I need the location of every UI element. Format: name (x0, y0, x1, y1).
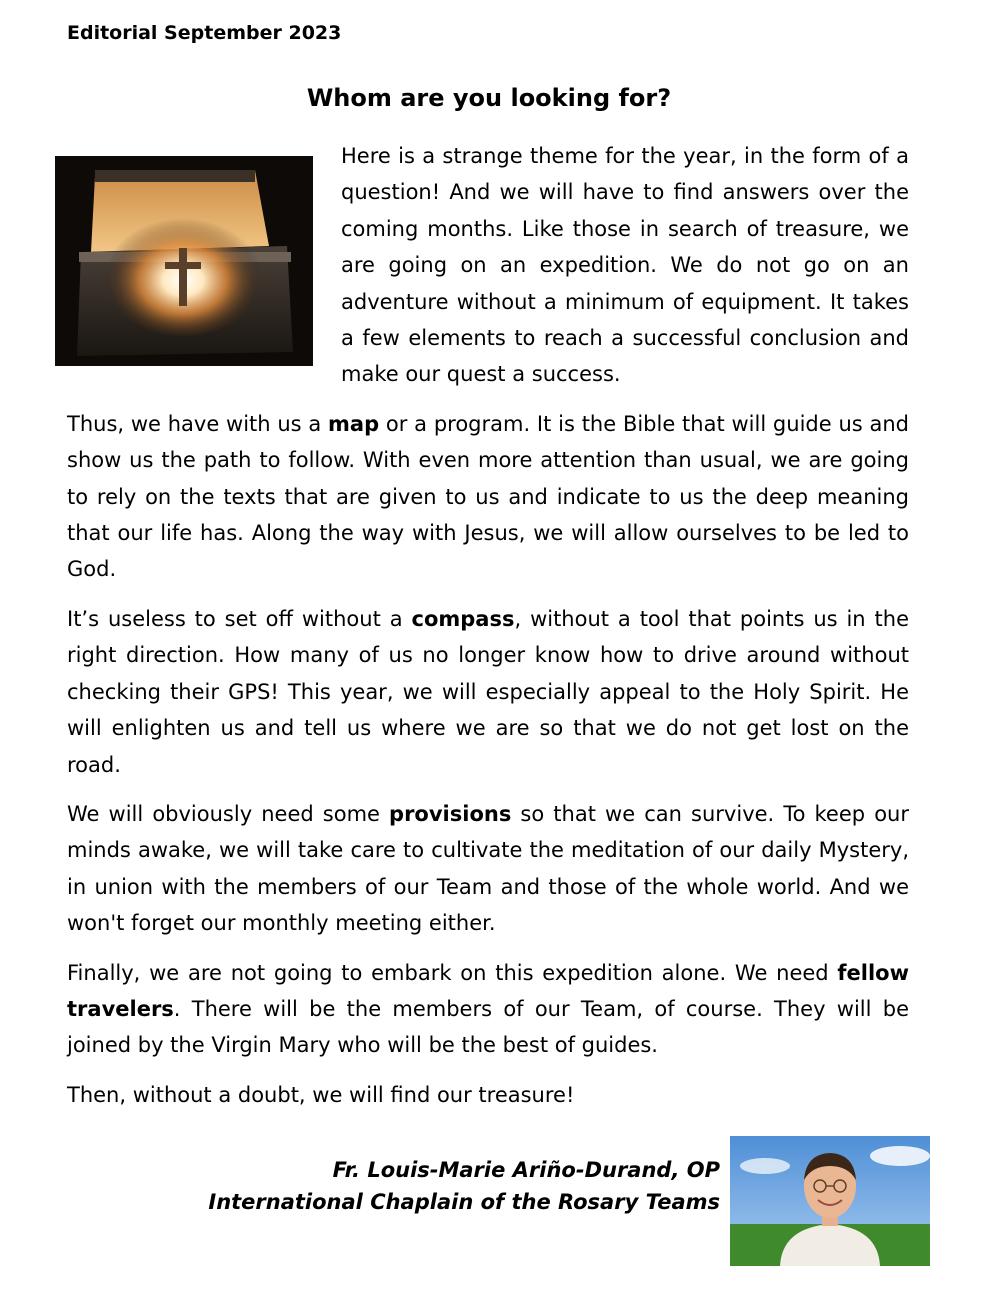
paragraph-4 (67, 796, 909, 942)
signature-block (208, 1154, 720, 1218)
paragraph-text: or a program. It is the Bible that will guide us and show us the path to follow. With even more attention than usual, we are going to rely on the texts that are given to us and indicate to us the deep meaning that our life has. Along the way with Jesus, we will allow ourselves to be led to God. (67, 411, 909, 582)
paragraph-text: Here is a strange theme for the year, in the form of a question! And we will have to find answers over the coming months. Like those in search of treasure, we are going on an expedition. We do not go on an adventure without a minimum of equipment. It takes a few elements to reach a successful conclusion and make our quest a success. (341, 144, 909, 387)
paragraph-text: . There will be the members of our Team, of course. They will be joined by the Virgin Mary who will be the best of guides. (67, 996, 909, 1058)
paragraph-text: It’s useless to set off without a (67, 606, 412, 631)
paragraph-2 (67, 406, 909, 588)
paragraph-text: so that we can survive. To keep our minds awake, we will take care to cultivate the meditation of our daily Mystery, in union with the members of our Team and those of the whole world. And we won't forget our monthly meeting either. (67, 801, 909, 936)
paragraph-text: , without a tool that points us in the right direction. How many of us no longer know how to drive around without checking their GPS! This year, we will especially appeal to the Holy Spirit. He will enlighten us and tell us where we are so that we do not get lost on the road. (67, 606, 909, 777)
editorial-body (67, 138, 909, 1126)
signature-role: International Chaplain of the Rosary Teams (208, 1190, 720, 1214)
bold-keyword: provisions (389, 801, 512, 826)
paragraph-6 (67, 1077, 909, 1113)
signature-name: Fr. Louis-Marie Ariño-Durand, OP (332, 1158, 720, 1182)
paragraph-5 (67, 955, 909, 1064)
editorial-header: Editorial September 2023 (67, 22, 342, 44)
bold-keyword: compass (411, 606, 515, 631)
paragraph-3 (67, 601, 909, 783)
author-portrait (730, 1136, 930, 1266)
editorial-title: Whom are you looking for? (306, 84, 672, 112)
paragraph-text: We will obviously need some (67, 801, 390, 826)
bold-keyword: map (328, 411, 380, 436)
paragraph-text: Thus, we have with us a (67, 411, 329, 436)
paragraph-text: Finally, we are not going to embark on this expedition alone. We need (67, 960, 838, 985)
treasure-chest-image (55, 156, 313, 366)
paragraph-text: Then, without a doubt, we will find our treasure! (67, 1082, 575, 1107)
bold-keyword: fellow travelers (67, 960, 909, 1021)
